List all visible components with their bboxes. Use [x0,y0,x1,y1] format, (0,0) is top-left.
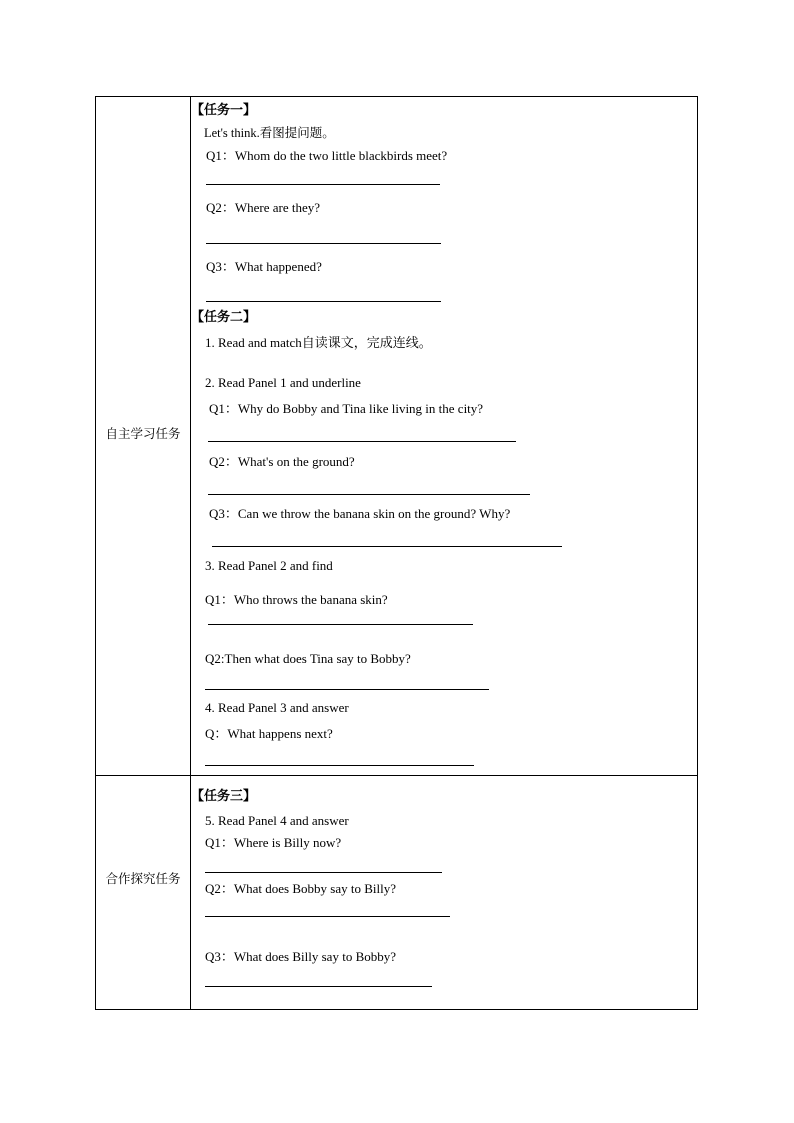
task-1-q2: Q2：Where are they? [206,200,321,215]
row-label-self-study: 自主学习任务 [105,426,181,441]
answer-line[interactable] [205,765,474,766]
step-3-q1: Q1：Who throws the banana skin? [205,592,388,607]
step-5-q1: Q1：Where is Billy now? [205,835,342,850]
answer-line[interactable] [208,441,516,442]
answer-line[interactable] [206,243,441,244]
answer-line[interactable] [206,301,441,302]
task-3-step-5: 5. Read Panel 4 and answer [205,813,349,828]
task-2-step-2: 2. Read Panel 1 and underline [205,375,361,390]
worksheet-table [95,96,698,1010]
answer-line[interactable] [205,689,489,690]
task-2-step-4: 4. Read Panel 3 and answer [205,700,349,715]
task-1-q3: Q3：What happened? [206,259,322,274]
task-2-heading: 【任务二】 [191,310,257,325]
step-4-q: Q：What happens next? [205,726,333,741]
step-2-q3: Q3：Can we throw the banana skin on the ground? Why? [209,506,511,521]
task-1-intro: Let's think.看图提问题。 [204,126,335,140]
task-1-q1: Q1：Whom do the two little blackbirds meet? [206,148,448,163]
answer-line[interactable] [208,624,473,625]
step-3-q2: Q2:Then what does Tina say to Bobby? [205,651,411,666]
task-3-heading: 【任务三】 [191,789,257,804]
row-label-cooperative: 合作探究任务 [105,871,181,886]
step-5-q2: Q2：What does Bobby say to Billy? [205,881,397,896]
step-2-q1: Q1：Why do Bobby and Tina like living in the city? [209,401,484,416]
answer-line[interactable] [205,986,432,987]
answer-line[interactable] [212,546,562,547]
answer-line[interactable] [205,916,450,917]
task-1-heading: 【任务一】 [191,103,257,118]
column-divider [190,97,191,1009]
answer-line[interactable] [208,494,530,495]
task-2-step-3: 3. Read Panel 2 and find [205,558,333,573]
answer-line[interactable] [205,872,442,873]
answer-line[interactable] [206,184,440,185]
step-5-q3: Q3：What does Billy say to Bobby? [205,949,397,964]
step-2-q2: Q2：What's on the ground? [209,454,355,469]
task-2-step-1: 1. Read and match自读课文，完成连线。 [205,335,432,350]
row-divider [96,775,697,776]
